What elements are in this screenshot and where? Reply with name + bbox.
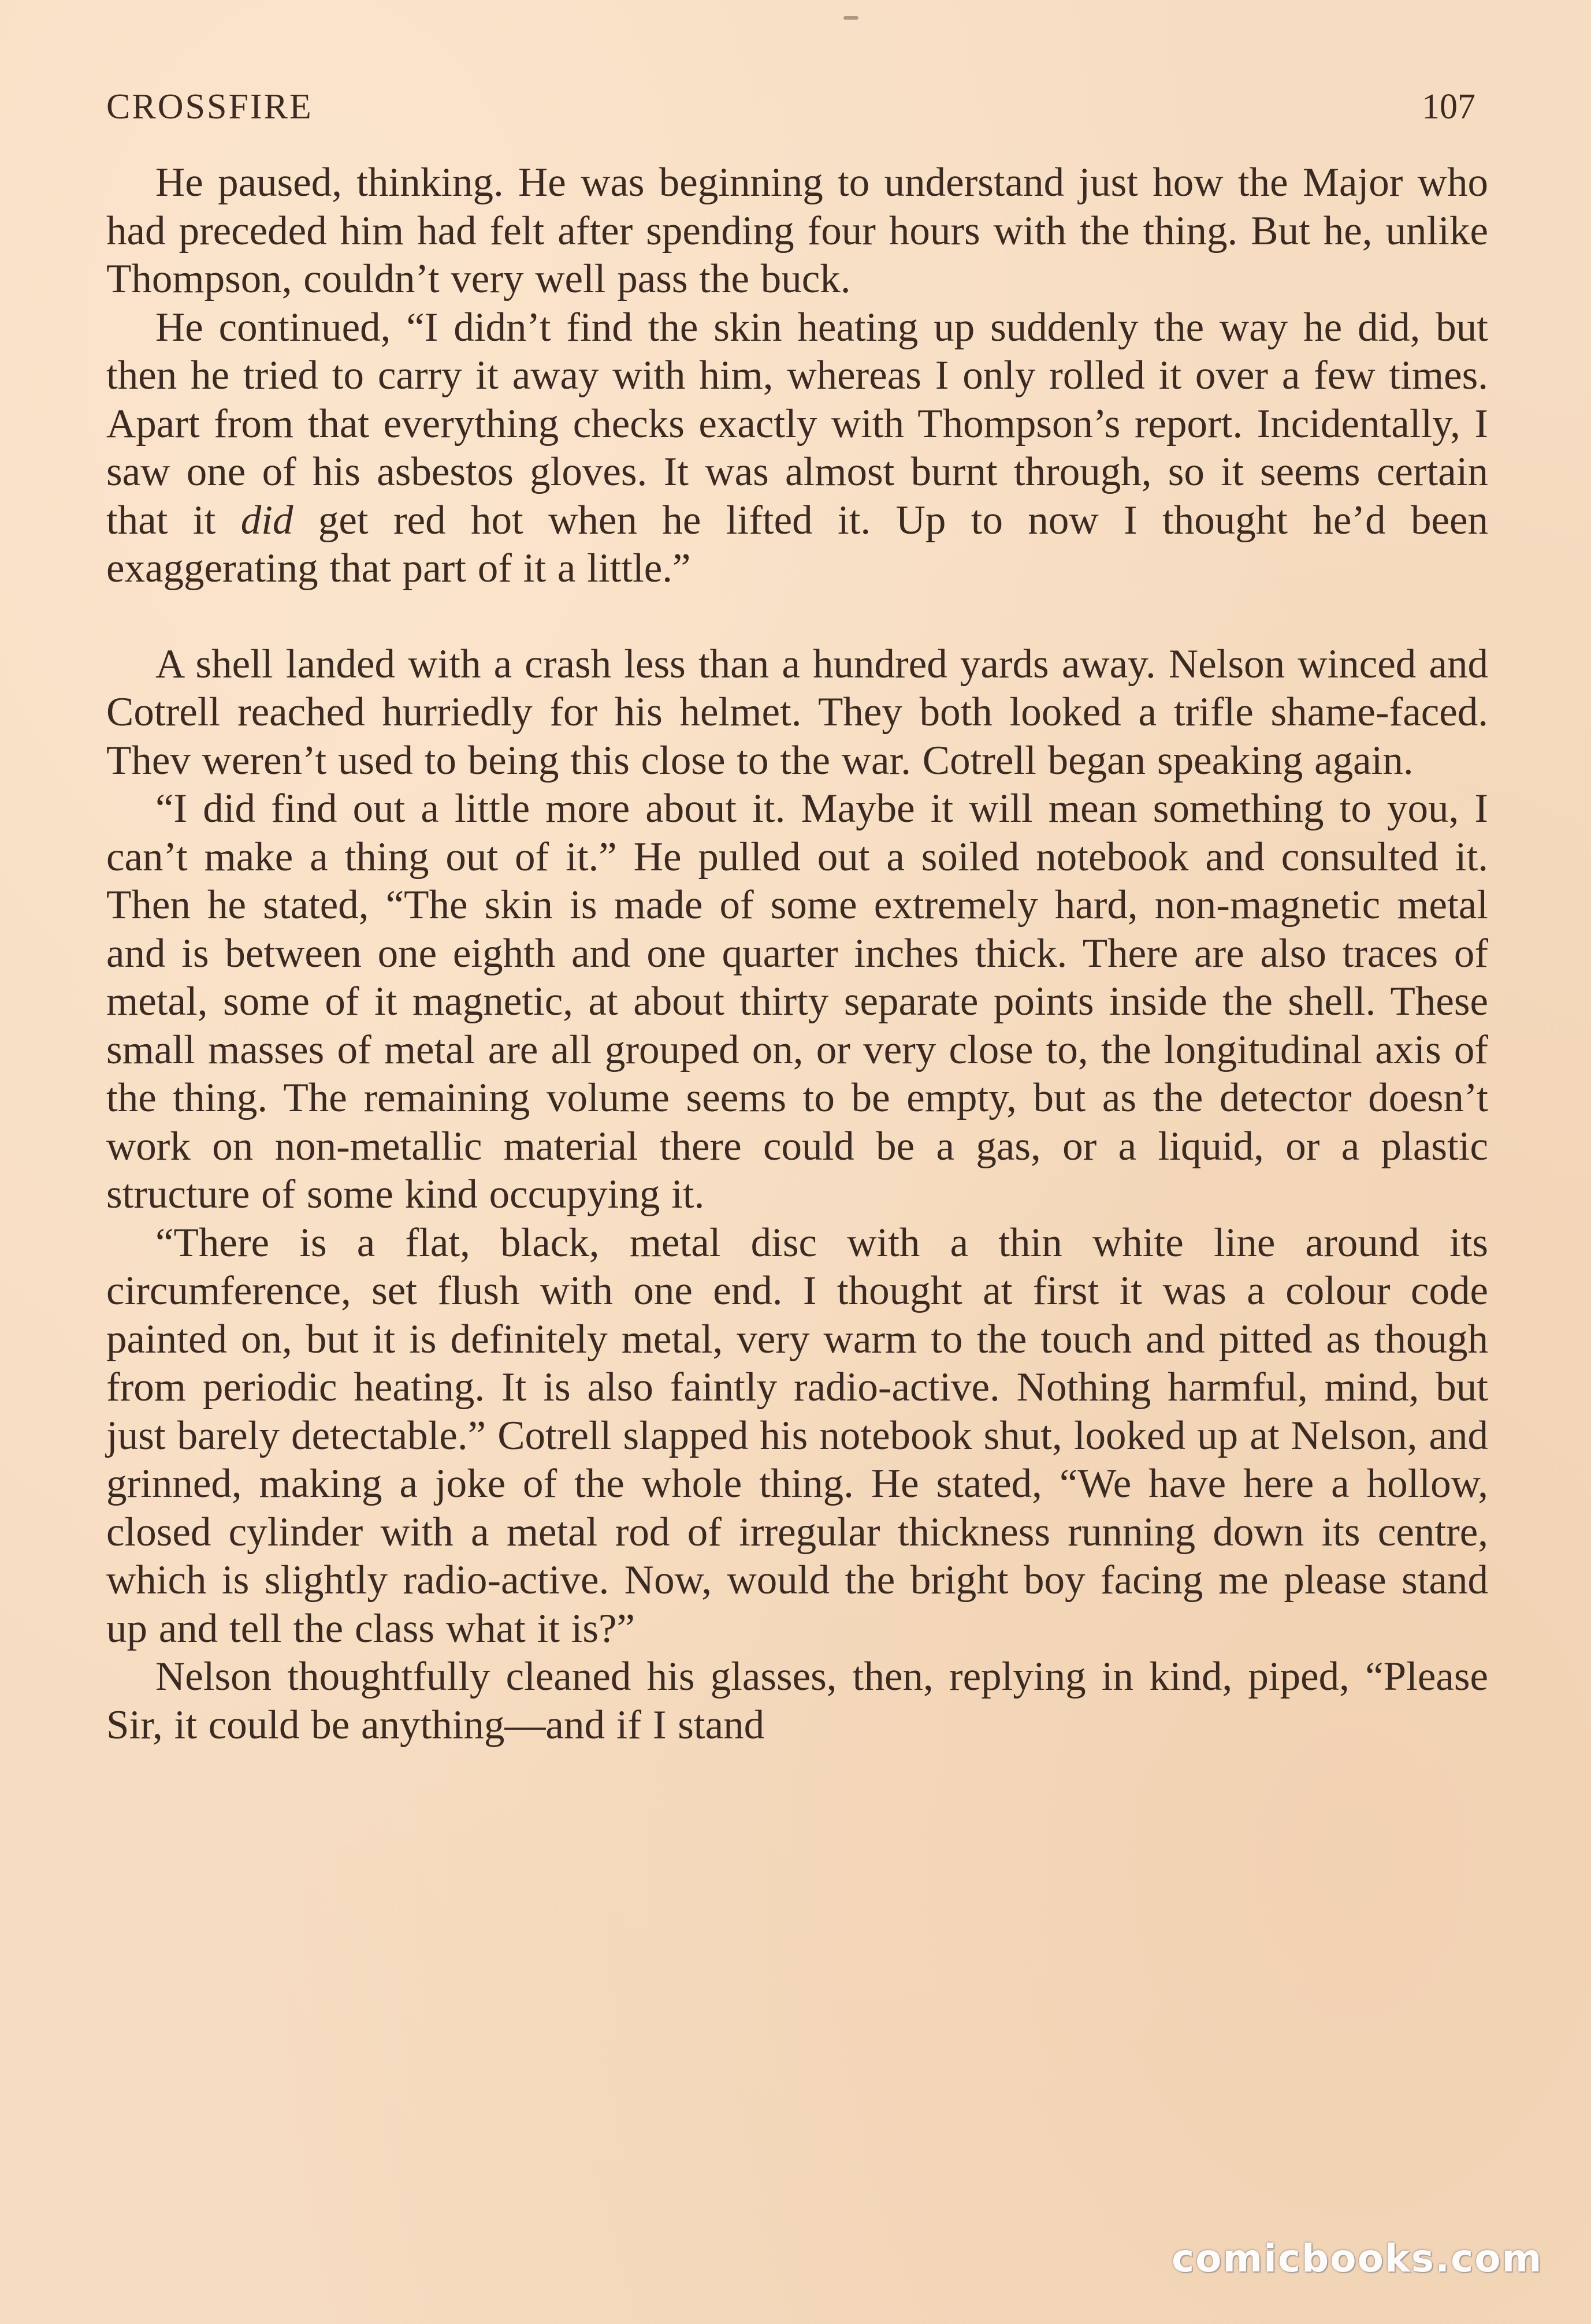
running-head-title: CROSSFIRE bbox=[106, 87, 313, 126]
paragraph: “There is a flat, black, metal disc with a thin white line around its circumference, set flush with one end. I thought at first it was a colour code painted on, but it is definitely metal, very warm to the touch and pitted as though from periodic heating. It is also faintly radio-active. Nothing harmful, mind, but just barely detectable.” Cotrell slapped his notebook shut, looked up at Nelson, and grinned, making a joke of the whole thing. He stated, “We have here a hollow, closed cylinder with a metal rod of irregular thickness running down its centre, which is slightly radio-active. Now, would the bright boy facing me please stand up and tell the class what it is?” bbox=[106, 1220, 1488, 1651]
emphasized-word: did bbox=[240, 497, 293, 543]
page-number: 107 bbox=[1422, 87, 1475, 126]
running-head bbox=[106, 87, 1475, 139]
paragraph: “I did find out a little more about it. Maybe it will mean something to you, I can’t make a thing out of it.” He pulled out a soiled notebook and consulted it. Then he stated, “The skin is made of some extremely hard, non-magnetic metal and is between one eighth and one quarter inches thick. There are also traces of metal, some of it magnetic, at about thirty separate points inside the shell. These small masses of metal are all grouped on, or very close to, the longitudinal axis of the thing. The remaining volume seems to be empty, but as the detector doesn’t work on non-metallic material there could be a gas, or a liquid, or a plastic structure of some kind occupying it. bbox=[106, 786, 1488, 1217]
paragraph: Nelson thoughtfully cleaned his glasses, then, replying in kind, piped, “Please Sir, it could be anything—and if I stand bbox=[106, 1654, 1488, 1748]
print-mark bbox=[843, 16, 858, 20]
paragraph: A shell landed with a crash less than a hundred yards away. Nelson winced and Cotrell reached hurriedly for his helmet. They both looked a trifle shame-faced. Thev weren’t used to being this close to the war. Cotrell began speaking again. bbox=[106, 641, 1488, 783]
watermark-logo: comicbooks.com bbox=[1172, 2236, 1543, 2281]
paragraph bbox=[106, 304, 1488, 593]
body-text bbox=[106, 159, 1488, 1749]
paragraph-text: get red hot when he lifted it. Up to now I thought he’d been exaggerating that part of it a little.” bbox=[106, 497, 1489, 591]
paragraph: He paused, thinking. He was beginning to understand just how the Major who had preceded him had felt after spending four hours with the thing. But he, unlike Thompson, couldn’t very well pass the buck. bbox=[106, 160, 1488, 301]
paragraph-text: He continued, “I didn’t find the skin heating up suddenly the way he did, but then he tried to carry it away with him, whereas I only rolled it over a few times. Apart from that everything checks exactly with Thompson’s report. Incidentally, I saw one of his asbestos gloves. It was almost burnt through, so it seems certain that it bbox=[106, 304, 1488, 543]
